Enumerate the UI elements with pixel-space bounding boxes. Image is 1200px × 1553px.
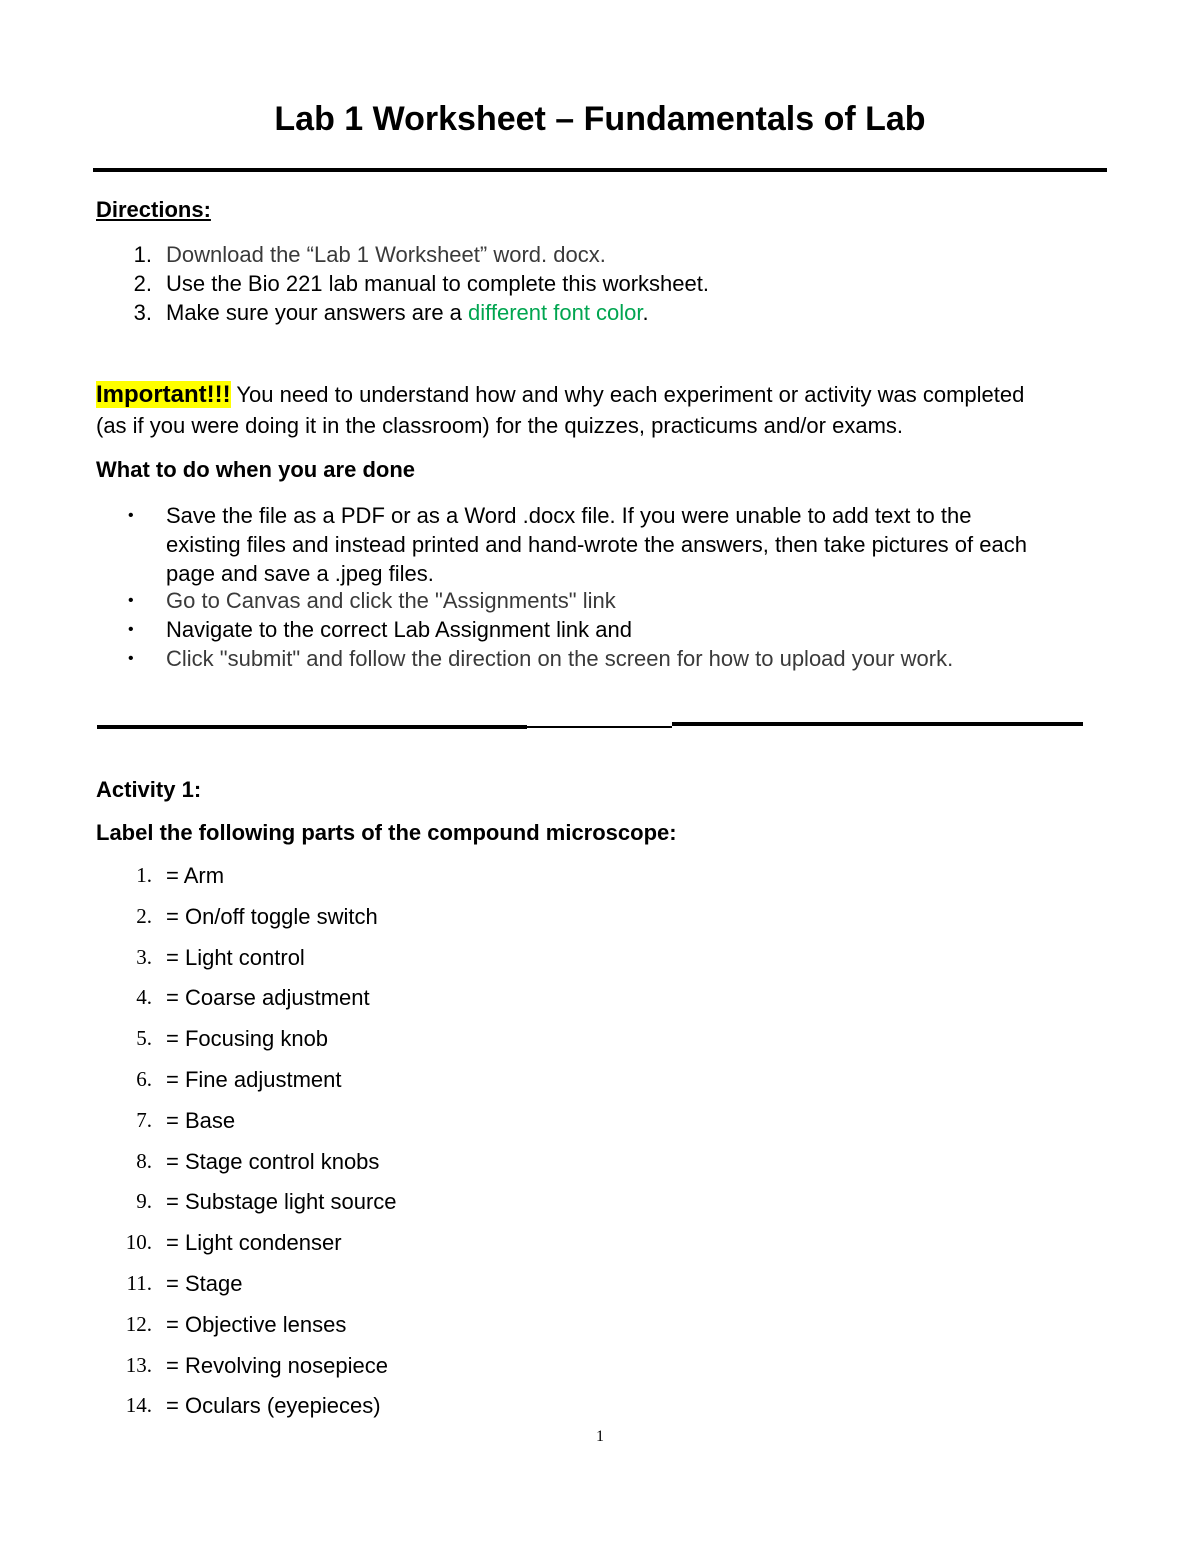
label-text: = Substage light source [166, 1189, 397, 1214]
page-number: 1 [596, 1428, 604, 1445]
label-number: 6. [136, 1067, 152, 1091]
bullet-item-save [166, 501, 1027, 588]
label-item [96, 1106, 696, 1135]
label-text: = Coarse adjustment [166, 985, 370, 1010]
important-text: You need to understand how and why each experiment or activity was completed [230, 382, 1025, 407]
important-note-line-1 [96, 380, 1024, 409]
label-item [96, 1310, 696, 1339]
label-number: 9. [136, 1189, 152, 1213]
bullet-marker: • [128, 592, 134, 609]
label-number: 11. [126, 1271, 152, 1295]
label-item [96, 983, 696, 1012]
label-number: 14. [125, 1393, 152, 1417]
label-item [96, 1391, 696, 1420]
activity-heading: Activity 1: [96, 777, 202, 802]
bullet-line: Save the file as a PDF or as a Word .docx file. If you were unable to add text to the [166, 503, 972, 528]
section-divider-right [672, 722, 1083, 726]
font-color-example: different font color [468, 300, 643, 325]
label-text: = Fine adjustment [166, 1067, 342, 1092]
label-number: 1. [136, 863, 152, 887]
label-number: 8. [136, 1149, 152, 1173]
label-text: = Light condenser [166, 1230, 342, 1255]
bullet-item-navigate: Navigate to the correct Lab Assignment link and [166, 617, 632, 642]
important-label: Important!!! [96, 381, 231, 408]
label-text: = Base [166, 1108, 236, 1133]
label-text: = Stage control knobs [166, 1149, 380, 1174]
label-text: = On/off toggle switch [166, 904, 378, 929]
label-item [96, 1228, 696, 1257]
section-divider-middle [527, 726, 672, 728]
label-number: 2. [136, 904, 152, 928]
label-item [96, 1065, 696, 1094]
direction-number: 3. [133, 300, 152, 325]
label-item [96, 1269, 696, 1298]
label-item [96, 1187, 696, 1216]
label-number: 5. [136, 1026, 152, 1050]
label-text: = Light control [166, 945, 305, 970]
label-item [96, 861, 696, 890]
done-heading: What to do when you are done [96, 457, 415, 482]
label-item [96, 1147, 696, 1176]
bullet-marker: • [128, 507, 134, 524]
page-title: Lab 1 Worksheet – Fundamentals of Lab [274, 100, 926, 138]
direction-item-1 [96, 240, 1096, 269]
direction-text [166, 298, 649, 327]
activity-subheading: Label the following parts of the compound microscope: [96, 820, 677, 845]
label-number: 7. [136, 1108, 152, 1132]
bullet-item-submit: Click "submit" and follow the direction on the screen for how to upload your work. [166, 646, 954, 671]
direction-number: 1. [133, 242, 152, 267]
label-item [96, 1351, 696, 1380]
label-text: = Focusing knob [166, 1026, 329, 1051]
label-number: 13. [125, 1353, 152, 1377]
direction-number: 2. [133, 271, 152, 296]
label-text: = Arm [166, 863, 225, 888]
direction-text-before: Make sure your answers are a [166, 300, 469, 325]
direction-item-2 [96, 269, 1096, 298]
bullet-line: existing files and instead printed and hand-wrote the answers, then take pictures of each [166, 532, 1027, 557]
bullet-item-canvas: Go to Canvas and click the "Assignments" link [166, 588, 616, 613]
directions-heading: Directions: [96, 197, 211, 222]
label-number: 10. [125, 1230, 152, 1254]
label-number: 12. [125, 1312, 152, 1336]
direction-text: Download the “Lab 1 Worksheet” word. docx. [166, 242, 606, 267]
label-number: 4. [136, 985, 152, 1009]
label-text: = Oculars (eyepieces) [166, 1393, 381, 1418]
direction-item-3 [96, 298, 1096, 327]
direction-text-after: . [642, 300, 649, 325]
section-divider-left [97, 725, 527, 729]
label-item [96, 902, 696, 931]
bullet-marker: • [128, 621, 134, 638]
direction-text: Use the Bio 221 lab manual to complete this worksheet. [166, 271, 709, 296]
label-text: = Stage [166, 1271, 243, 1296]
label-number: 3. [136, 945, 152, 969]
bullet-line: page and save a .jpeg files. [166, 561, 434, 586]
title-divider [93, 168, 1107, 172]
important-note-line-2: (as if you were doing it in the classroom) for the quizzes, practicums and/or exams. [96, 413, 904, 438]
label-item [96, 943, 696, 972]
bullet-marker: • [128, 650, 134, 667]
label-text: = Objective lenses [166, 1312, 347, 1337]
label-item [96, 1024, 696, 1053]
label-text: = Revolving nosepiece [166, 1353, 388, 1378]
